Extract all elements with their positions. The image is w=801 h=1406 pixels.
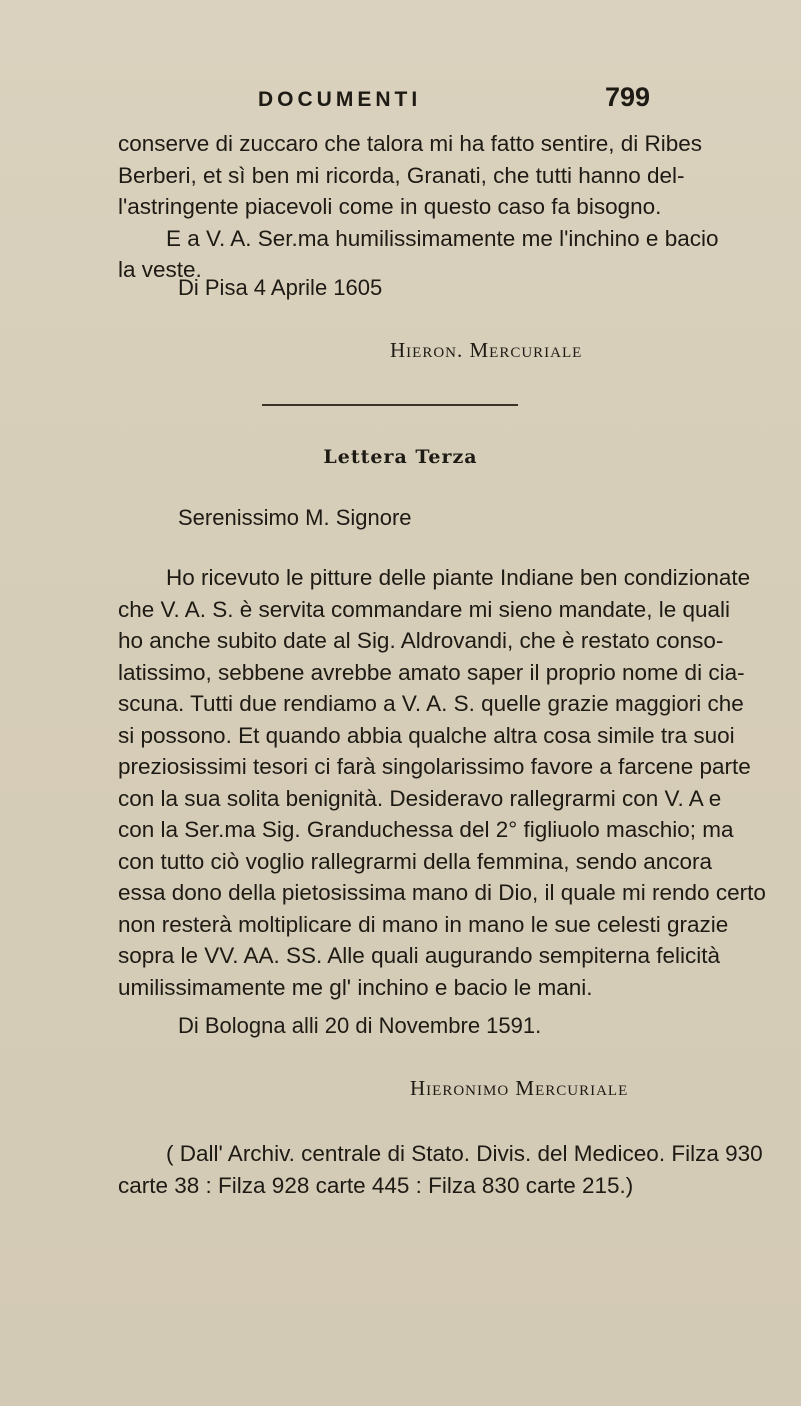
signature: Hieronimo Mercuriale <box>410 1076 629 1100</box>
text-line: conserve di zuccaro che talora mi ha fatto sentire, di Ribes <box>118 131 703 156</box>
text-line: umilissimamente me gl' inchino e bacio le mani. <box>118 974 593 1000</box>
section-divider <box>262 404 518 406</box>
letter-body <box>118 562 766 1003</box>
source-note <box>118 1138 763 1201</box>
text-line: la veste. <box>118 257 202 282</box>
text-line: l'astringente piacevoli come in questo caso fa bisogno. <box>118 194 662 219</box>
place-date: Di Bologna alli 20 di Novembre 1591. <box>178 1013 542 1038</box>
text-line: con tutto ciò voglio rallegrarmi della femmina, sendo ancora <box>118 848 713 874</box>
text-line: con la Ser.ma Sig. Granduchessa del 2° figliuolo maschio; ma <box>118 817 734 842</box>
letter-closing-paragraph <box>118 128 719 286</box>
salutation: Serenissimo M. Signore <box>178 505 412 530</box>
text-line: Ho ricevuto le pitture delle piante Indiane ben condizionate <box>166 565 751 590</box>
section-title: Lettera Terza <box>323 446 478 468</box>
text-line: ho anche subito date al Sig. Aldrovandi, che è restato conso- <box>118 628 724 653</box>
text-line: Berberi, et sì ben mi ricorda, Granati, che tutti hanno del- <box>118 162 685 188</box>
text-line: preziosissimi tesori ci farà singolarissimo favore a farcene parte <box>118 754 751 779</box>
text-line: carte 38 : Filza 928 carte 445 : Filza 830 carte 215.) <box>118 1172 634 1198</box>
text-line: essa dono della pietosissima mano di Dio, il quale mi rendo certo <box>118 880 766 905</box>
text-line: scuna. Tutti due rendiamo a V. A. S. quelle grazie maggiori che <box>118 691 744 716</box>
page-number: 799 <box>605 82 651 112</box>
text-line: ( Dall' Archiv. centrale di Stato. Divis. del Mediceo. Filza 930 <box>166 1141 763 1166</box>
text-line: non resterà moltiplicare di mano in mano le sue celesti grazie <box>118 911 729 937</box>
text-line: latissimo, sebbene avrebbe amato saper il proprio nome di cia- <box>118 659 745 685</box>
text-line: E a V. A. Ser.ma humilissimamente me l'inchino e bacio <box>166 225 719 251</box>
running-title: DOCUMENTI <box>258 88 422 111</box>
text-line: con la sua solita benignità. Desideravo rallegrarmi con V. A e <box>118 785 722 811</box>
running-head <box>0 82 801 122</box>
text-line: si possono. Et quando abbia qualche altra cosa simile tra suoi <box>118 722 735 748</box>
signature: Hieron. Mercuriale <box>390 338 583 362</box>
text-line: che V. A. S. è servita commandare mi sieno mandate, le quali <box>118 596 730 622</box>
place-date: Di Pisa 4 Aprile 1605 <box>178 275 383 300</box>
text-line: sopra le VV. AA. SS. Alle quali augurando sempiterna felicità <box>118 943 721 968</box>
